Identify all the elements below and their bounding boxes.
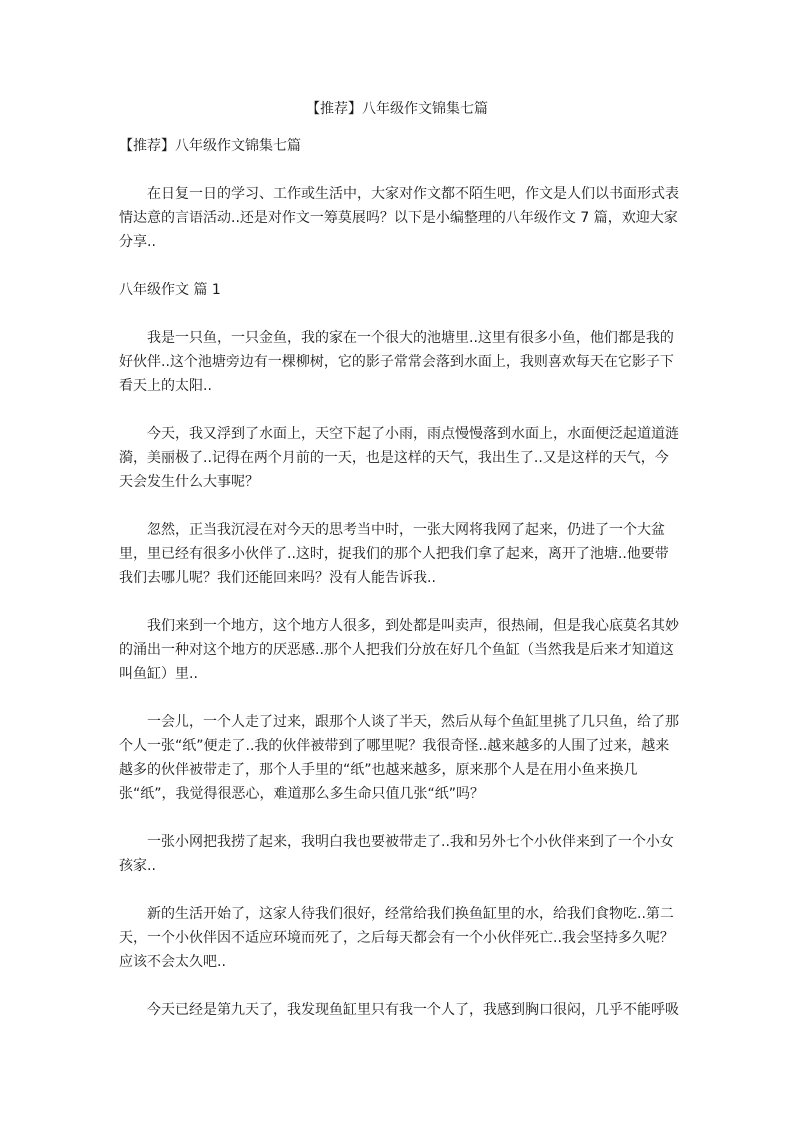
- intro-paragraph: 在日复一日的学习、工作或生活中，大家对作文都不陌生吧，作文是人们以书面形式表情达意的言语活动..还是对作文一筹莫展吗？以下是小编整理的八年级作文 7 篇，欢迎大家分享..: [119, 186, 679, 250]
- body-paragraph-7: 新的生活开始了，这家人待我们很好，经常给我们换鱼缸里的水，给我们食物吃..第二天，一个小伙伴因不适应环境而死了，之后每天都会有一个小伙伴死亡..我会坚持多久呢？应该不会太久吧..: [119, 906, 674, 970]
- document-body: [119, 134, 679, 1046]
- body-paragraph-6: 一张小网把我捞了起来，我明白我也要被带走了..我和另外七个小伙伴来到了一个小女孩家..: [119, 834, 674, 874]
- body-paragraph-5: 一会儿，一个人走了过来，跟那个人谈了半天，然后从每个鱼缸里挑了几只鱼，给了那个人一张“纸”便走了..我的伙伴被带到了哪里呢？我很奇怪..越来越多的人围了过来，越来越多的伙伴被带走了，那个人手里的“纸”也越来越多，原来那个人是在用小鱼来换几张“纸”，我觉得很恶心，难道那么多生命只值几张“纸”吗？: [119, 714, 679, 802]
- document-title: 【推荐】八年级作文锦集七篇: [306, 101, 488, 117]
- body-paragraph-3: 忽然，正当我沉浸在对今天的思考当中时，一张大网将我网了起来，仍进了一个大盆里，里已经有很多小伙伴了..这时，捉我们的那个人把我们拿了起来，离开了池塘..他要带我们去哪儿呢？我们还能回来吗？没有人能告诉我..: [119, 522, 669, 586]
- document-subtitle: 【推荐】八年级作文锦集七篇: [119, 138, 301, 154]
- body-paragraph-4: 我们来到一个地方，这个地方人很多，到处都是叫卖声，很热闹，但是我心底莫名其妙的涌出一种对这个地方的厌恶感..那个人把我们分放在好几个鱼缸（当然我是后来才知道这叫鱼缸）里..: [119, 618, 679, 682]
- body-paragraph-8: 今天已经是第九天了，我发现鱼缸里只有我一个人了，我感到胸口很闷，几乎不能呼吸: [147, 1002, 679, 1018]
- body-paragraph-1: 我是一只鱼，一只金鱼，我的家在一个很大的池塘里..这里有很多小鱼，他们都是我的好伙伴..这个池塘旁边有一棵柳树，它的影子常常会落到水面上，我则喜欢每天在它影子下看天上的太阳..: [119, 330, 674, 394]
- body-paragraph-2: 今天，我又浮到了水面上，天空下起了小雨，雨点慢慢落到水面上，水面便泛起道道涟漪，美丽极了..记得在两个月前的一天，也是这样的天气，我出生了..又是这样的天气，今天会发生什么大事呢？: [119, 426, 679, 490]
- section-heading: 八年级作文 篇 1: [119, 282, 221, 298]
